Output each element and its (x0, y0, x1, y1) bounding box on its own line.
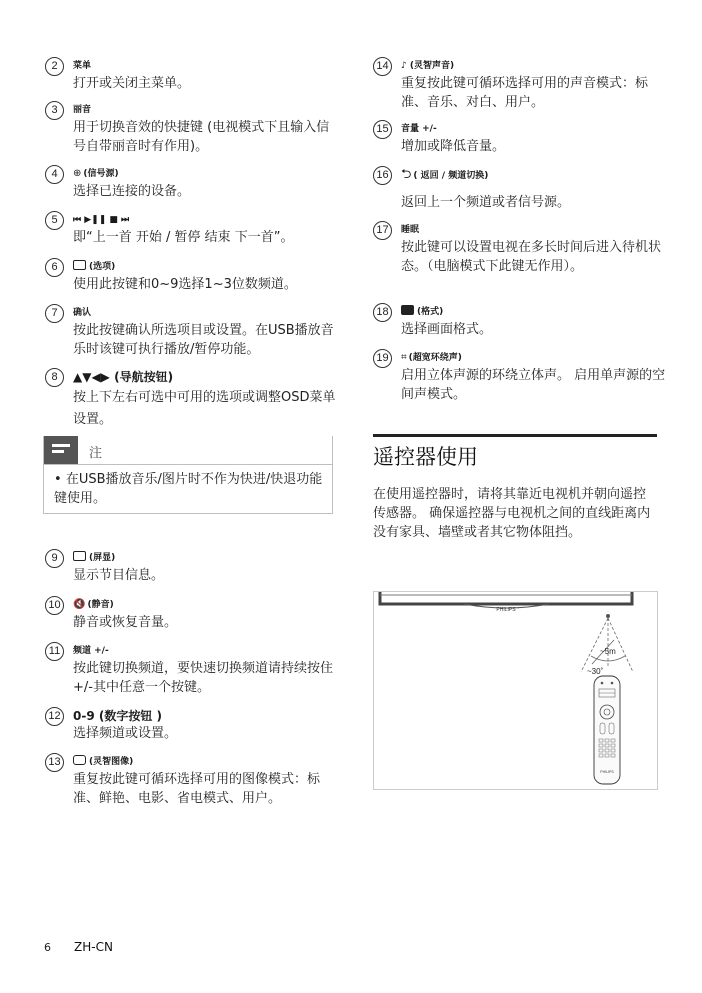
item-number: 4 (45, 165, 64, 184)
item-number: 15 (373, 120, 392, 139)
note-text: 在USB播放音乐/图片时不作为快进/快退功能键使用。 (54, 472, 323, 506)
item-title: 确认 (73, 308, 92, 318)
back-icon: ⮌ (401, 167, 412, 182)
item-number: 6 (45, 258, 64, 277)
item-number: 11 (45, 642, 64, 661)
distance-label: ~5m (600, 647, 616, 656)
item-number: 19 (373, 349, 392, 368)
section-rule (373, 434, 657, 437)
item-desc: 按上下左右可选中可用的选项或调整OSD菜单设置。 (73, 390, 336, 427)
info-icon (73, 551, 86, 561)
item-number: 16 (373, 166, 392, 185)
item-title-wrap (73, 754, 133, 770)
item-title: (屏显) (89, 553, 116, 563)
item-title-wrap (401, 304, 443, 320)
item-title: 睡眠 (401, 225, 420, 235)
item-desc: 按此按键确认所选项目或设置。在USB播放音乐时该键可执行播放/暂停功能。 (73, 323, 334, 357)
item-title: 音量 +/- (401, 124, 437, 134)
item-title: 0-9 (数字按钮 ) (73, 709, 163, 723)
remote-control (594, 676, 620, 784)
item-desc: 选择画面格式。 (401, 322, 493, 337)
item-desc: 按此键可以设置电视在多长时间后进入待机状态。（电脑模式下此键无作用）。 (401, 240, 662, 274)
item-title: (静音) (87, 600, 114, 610)
item-title: (信号源) (83, 169, 119, 179)
item-desc: 静音或恢复音量。 (73, 615, 178, 630)
section-title: 遥控器使用 (373, 445, 478, 469)
item-desc: 使用此按键和0~9选择1~3位数频道。 (73, 277, 297, 292)
surround-icon: ⌗ (401, 352, 407, 363)
item-number: 12 (45, 707, 64, 726)
item-title: (格式) (417, 307, 444, 317)
source-icon: ⊕ (73, 168, 82, 179)
item-desc: 选择已连接的设备。 (73, 184, 191, 199)
item-desc: 选择频道或设置。 (73, 726, 178, 741)
mute-icon: 🔇 (73, 599, 86, 610)
item-desc: 启用立体声源的环绕立体声。 启用单声源的空间声模式。 (401, 368, 666, 402)
ir-sensor (606, 614, 610, 618)
item-number: 14 (373, 57, 392, 76)
item-title-wrap (73, 550, 115, 566)
remote-brand-label: PHILIPS (600, 770, 614, 774)
item-number: 9 (45, 549, 64, 568)
note-box (43, 436, 333, 514)
item-title: (灵智图像) (89, 757, 134, 767)
angle-label: ~30˚ (587, 667, 604, 676)
note-icon (44, 436, 78, 464)
tv-brand-label: PHILIPS (496, 607, 516, 613)
item-title-wrap (73, 597, 114, 613)
item-desc: 显示节目信息。 (73, 568, 165, 583)
item-number: 8 (45, 368, 64, 387)
note-header (44, 436, 332, 465)
media-controls-icons: ⏮ ▶❚❚ ■ ⏭ (73, 215, 130, 225)
item-title: 丽音 (73, 105, 92, 115)
item-title-wrap (401, 167, 488, 184)
item-title: ( 返回 / 频道切换) (413, 171, 489, 181)
format-icon (401, 305, 414, 315)
item-desc: 重复按此键可循环选择可用的图像模式：标准、鲜艳、电影、省电模式、用户。 (73, 772, 321, 806)
section-paragraph: 在使用遥控器时，请将其靠近电视机并朝向遥控传感器。 确保遥控器与电视机之间的直线距离内没有家具、墙壁或者其它物体阻挡。 (373, 487, 651, 540)
item-desc: 即“上一首 开始 / 暂停 结束 下一首”。 (73, 230, 294, 245)
item-number: 5 (45, 211, 64, 230)
page-number: 6 (44, 941, 51, 954)
item-desc: 重复按此键可循环选择可用的声音模式：标准、音乐、对白、用户。 (401, 76, 649, 110)
item-title: 菜单 (73, 61, 92, 71)
note-title: 注 (89, 446, 103, 461)
smart-picture-icon (73, 755, 86, 765)
item-desc: 用于切换音效的快捷键 (电视模式下且输入信号自带丽音时有作用)。 (73, 120, 330, 154)
item-number: 3 (45, 101, 64, 120)
item-title-wrap (401, 350, 462, 366)
item-title-wrap (73, 166, 119, 182)
item-title: (超宽环绕声) (408, 353, 462, 363)
note-body: • 在USB播放音乐/图片时不作为快进/快退功能键使用。 (54, 472, 323, 506)
item-number: 13 (45, 753, 64, 772)
options-icon (73, 260, 86, 270)
item-desc: 打开或关闭主菜单。 (73, 76, 191, 91)
item-number: 2 (45, 57, 64, 76)
item-title: ♪ (灵智声音) (401, 61, 455, 71)
item-desc: 增加或降低音量。 (401, 139, 506, 154)
item-desc: 返回上一个频道或者信号源。 (401, 195, 571, 210)
item-number: 7 (45, 304, 64, 323)
item-number: 17 (373, 221, 392, 240)
remote-usage-illustration (374, 592, 657, 789)
item-number: 10 (45, 596, 64, 615)
language-code: ZH-CN (74, 940, 113, 954)
item-title: ▲▼◀▶ (导航按钮) (73, 370, 174, 384)
item-desc: 按此键切换频道，要快速切换频道请持续按住+/-其中任意一个按键。 (73, 661, 334, 695)
item-title: (选项) (89, 262, 116, 272)
item-title: 频道 +/- (73, 646, 109, 656)
item-number: 18 (373, 303, 392, 322)
item-title-wrap (73, 259, 115, 275)
remote-usage-figure (373, 591, 658, 790)
